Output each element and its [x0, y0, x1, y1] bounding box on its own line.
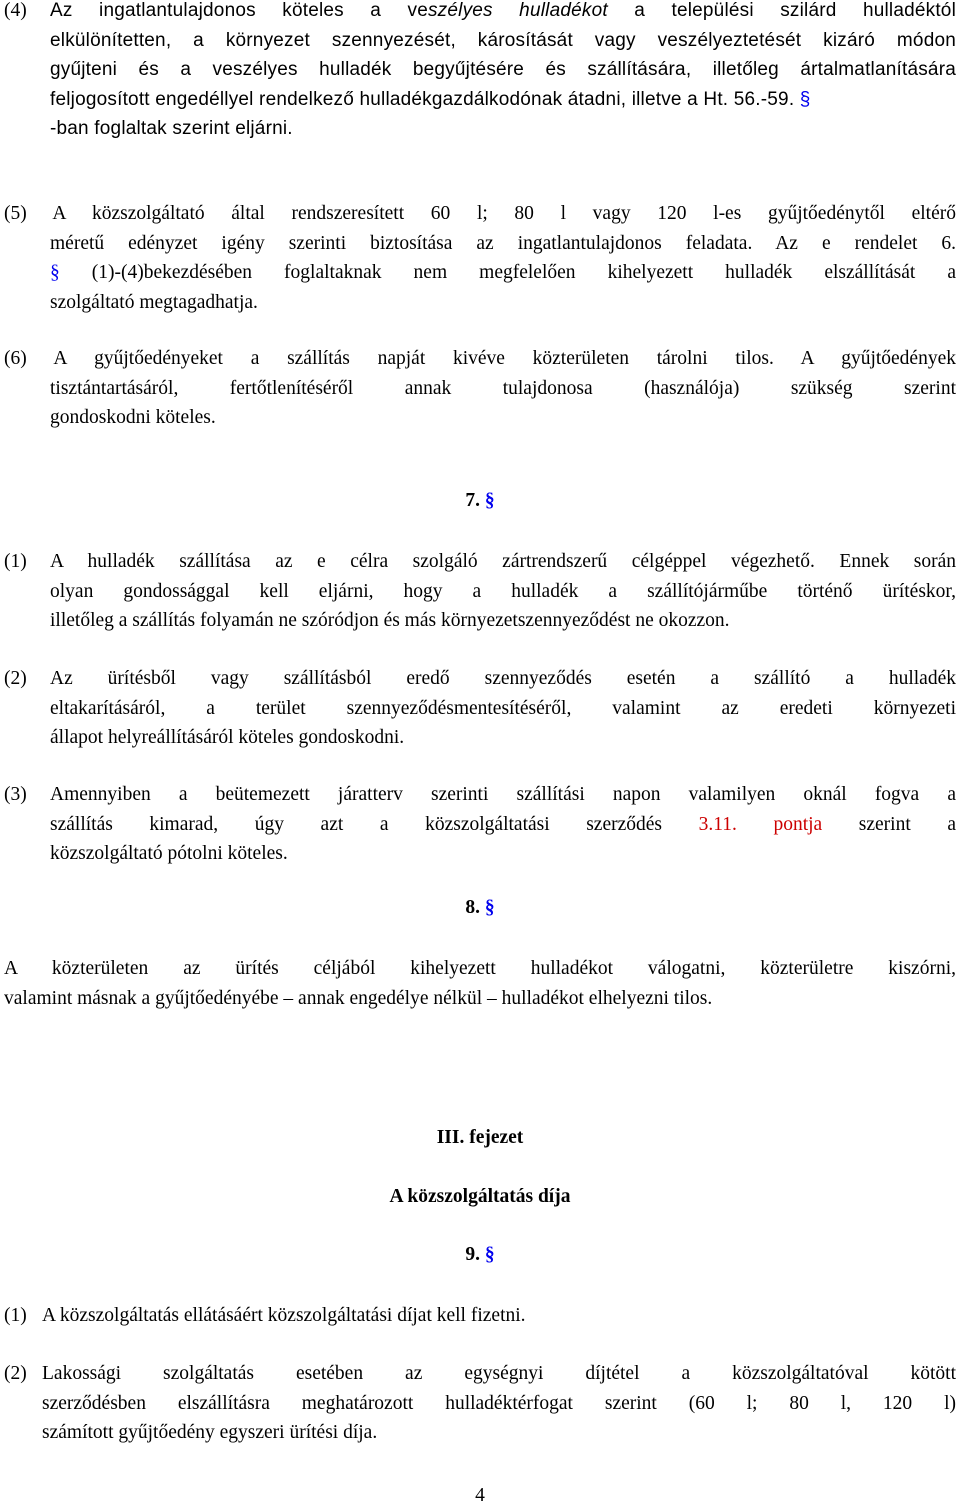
text-line: tisztántartásáról, fertőtlenítéséről annak tulajdonosa (használója) szükség szerint — [50, 377, 956, 399]
text-line: közszolgáltató pótolni köteles. — [50, 843, 288, 864]
paragraph-9-1 — [4, 1301, 956, 1331]
text-line: A hulladék szállítása az e célra szolgáló zártrendszerű célgéppel végezhető. Ennek során — [50, 551, 956, 572]
section-heading-7 — [0, 490, 960, 512]
paragraph-body — [42, 1359, 956, 1448]
text-line: méretű edényzet igény szerinti biztosítása az ingatlantulajdonos feladata. Az e rendelet 6. — [50, 232, 956, 254]
section-number: 7. — [465, 490, 480, 511]
text-line — [50, 85, 956, 115]
paragraph-4 — [4, 0, 956, 144]
paragraph-body — [50, 780, 956, 869]
paragraph-7-3 — [4, 780, 956, 869]
section-link[interactable]: § — [484, 1244, 495, 1265]
text-line: -ban foglaltak szerint eljárni. — [50, 118, 293, 139]
text-line: A közterületen az ürítés céljából kihelyezett hulladékot válogatni, közterületre kiszórni, — [4, 958, 956, 979]
text-line — [50, 810, 956, 840]
text-line: állapot helyreállításáról köteles gondoskodni. — [50, 727, 405, 748]
text-line: illetőleg a szállítás folyamán ne szóródjon és más környezetszennyeződést ne okozzon. — [50, 610, 730, 631]
paragraph-body — [50, 547, 956, 636]
text-run: a települési szilárd hulladéktól — [607, 0, 956, 21]
text-line: szerződésben elszállításra meghatározott hulladéktérfogat szerint (60 l; 80 l, 120 l) — [42, 1392, 956, 1414]
paragraph-6 — [4, 344, 956, 433]
section-link[interactable]: § — [50, 262, 60, 283]
paragraph-number: (3) — [4, 784, 27, 805]
section-link[interactable]: § — [484, 490, 495, 511]
text-line: olyan gondossággal kell eljárni, hogy a hulladék a szállítójárműbe történő ürítéskor, — [50, 580, 956, 602]
paragraph-8 — [4, 954, 956, 1013]
text-run: (1)-(4)bekezdésében foglaltaknak nem megfelelően kihelyezett hulladék elszállítását a — [59, 262, 956, 283]
section-heading-9 — [0, 1244, 960, 1266]
paragraph-7-2 — [4, 664, 956, 753]
text-line: szolgáltató megtagadhatja. — [50, 291, 258, 313]
text-line: valamint másnak a gyűjtőedényébe – annak engedélye nélkül – hulladékot elhelyezni tilos. — [4, 987, 713, 1009]
paragraph-number: (2) — [4, 1363, 27, 1384]
text-line: Lakossági szolgáltatás esetében az egységnyi díjtétel a közszolgáltatóval kötött — [42, 1363, 956, 1384]
text-line: Amennyiben a beütemezett járatterv szerinti szállítási napon valamilyen oknál fogva a — [50, 784, 956, 805]
text-run: Az ingatlantulajdonos köteles a ve — [50, 0, 428, 21]
paragraph-number: (1) — [4, 551, 27, 572]
chapter-subtitle: A közszolgáltatás díja — [389, 1186, 571, 1207]
text-line — [50, 0, 956, 26]
paragraph-number: (2) — [4, 668, 27, 689]
text-line: Az ürítésből vagy szállításból eredő szennyeződés esetén a szállító a hulladék — [50, 668, 956, 689]
section-number: 8. — [465, 897, 480, 918]
text-line: eltakarításáról, a terület szennyeződésmentesítéséről, valamint az eredeti környezeti — [50, 697, 956, 719]
text-line: gondoskodni köteles. — [50, 407, 216, 428]
text-run: feljogosított engedéllyel rendelkező hulladékgazdálkodónak átadni, illetve a Ht. 56.-59. — [50, 88, 795, 110]
reference-link[interactable]: 3.11. — [698, 813, 737, 835]
text-line: (6) A gyűjtőedényeket a szállítás napját kivéve közterületen tárolni tilos. A gyűjtőedények — [4, 348, 956, 369]
text-run: szállítás kimarad, úgy azt a közszolgáltatási szerződés — [50, 813, 699, 835]
paragraph-number: (4) — [4, 0, 27, 21]
page-number: 4 — [475, 1485, 485, 1506]
paragraph-7-1 — [4, 547, 956, 636]
chapter-title: III. fejezet — [436, 1127, 524, 1148]
section-number: 9. — [465, 1244, 480, 1265]
text-line: számított gyűjtőedény egyszeri ürítési díja. — [42, 1422, 378, 1443]
paragraph-body — [50, 0, 956, 144]
text-line: gyűjteni és a veszélyes hulladék begyűjtésére és szállítására, illetőleg ártalmatlanítására — [50, 59, 956, 80]
section-link[interactable]: § — [799, 88, 811, 110]
paragraph-number: (1) — [4, 1305, 27, 1326]
paragraph-9-2 — [4, 1359, 956, 1448]
italic-text: szélyes hulladékot — [427, 0, 608, 21]
paragraph-body — [50, 664, 956, 753]
paragraph-5 — [4, 199, 956, 317]
section-heading-8 — [0, 897, 960, 919]
text-line — [4, 258, 956, 288]
text-line: (5) A közszolgáltató által rendszeresített 60 l; 80 l vagy 120 l-es gyűjtőedénytől eltérő — [4, 203, 956, 224]
section-link[interactable]: § — [484, 897, 495, 918]
text-line: elkülönítetten, a környezet szennyezését, károsítását vagy veszélyeztetését kizáró módon — [50, 29, 956, 51]
paragraph-body: A közszolgáltatás ellátásáért közszolgáltatási díjat kell fizetni. — [42, 1305, 526, 1326]
reference-link[interactable]: pontja — [773, 813, 823, 835]
text-run: szerint a — [822, 813, 956, 835]
text-run — [737, 814, 774, 835]
